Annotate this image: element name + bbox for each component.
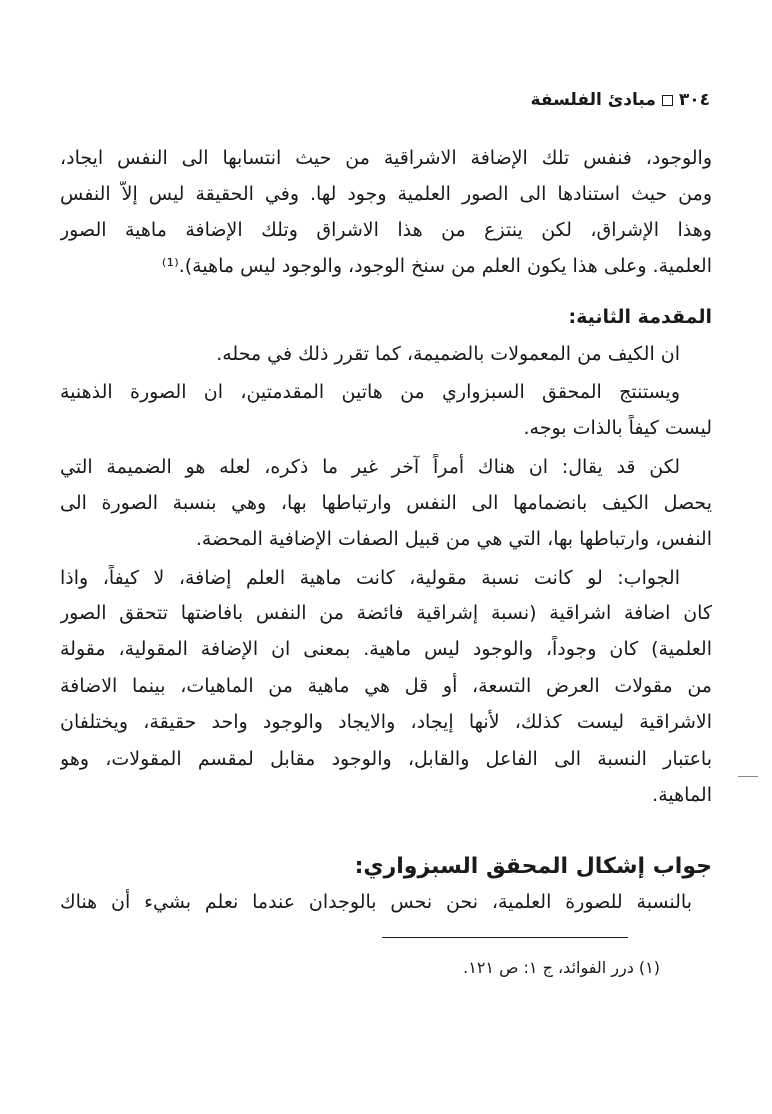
text-line: النفس، وارتباطها بها، التي هي من قبيل الصفات الإضافية المحضة. — [195, 528, 712, 550]
text-line: بالنسبة للصورة العلمية، نحن نحس بالوجدان عندما نعلم بشيء أن هناك — [60, 891, 692, 913]
text-line: ومن حيث استنادها الى الصور العلمية وجود لها. وفي الحقيقة ليس إلاّ النفس — [60, 183, 712, 205]
text-line: باعتبار النسبة الى الفاعل والقابل، والوجود مقابل لمقسم المقولات، وهو — [60, 748, 712, 770]
footnote: (١) درر الفوائد، ج ١: ص ١٢١. — [463, 958, 660, 977]
text-line: والوجود، فنفس تلك الإضافة الاشراقية من حيث انتسابها الى النفس ايجاد، — [60, 147, 712, 169]
text-line: العلمية. وعلى هذا يكون العلم من سنخ الوجود، والوجود ليس ماهية).⁽¹⁾ — [161, 255, 712, 277]
text-line: الجواب: لو كانت نسبة مقولية، كانت ماهية العلم إضافة، لا كيفاً، واذا — [60, 567, 680, 589]
section-heading: المقدمة الثانية: — [568, 306, 712, 328]
text-line: من مقولات العرض التسعة، أو قل هي ماهية من الماهيات، بينما الاضافة — [60, 675, 712, 697]
text-line: الاشراقية ليست كذلك، لأنها إيجاد، والايجاد والوجود واحد حقيقة، ويختلفان — [60, 711, 712, 733]
text-line: يحصل الكيف بانضمامها الى النفس وارتباطها بها، وهي بنسبة الصورة الى — [60, 492, 712, 514]
text-line: وهذا الإشراق، لكن ينتزع من هذا الاشراق وتلك الإضافة ماهية الصور — [60, 219, 712, 241]
page-number: ٣٠٤ — [678, 90, 710, 110]
text-line: كان اضافة اشراقية (نسبة إشراقية فائضة من النفس بافاضتها تتحقق الصور — [60, 602, 712, 624]
section-heading: جواب إشكال المحقق السبزواري: — [354, 854, 712, 879]
text-line: العلمية) كان وجوداً، والوجود ليس ماهية. بمعنى ان الإضافة المقولية، مقولة — [60, 638, 712, 660]
square-outline-icon — [662, 95, 673, 106]
text-line: لكن قد يقال: ان هناك أمراً آخر غير ما ذكره، لعله هو الضميمة التي — [60, 456, 680, 478]
text-line: ويستنتج المحقق السبزواري من هاتين المقدمتين، ان الصورة الذهنية — [60, 381, 680, 403]
footnote-divider — [382, 937, 628, 938]
text-line: ليست كيفاً بالذات بوجه. — [523, 417, 712, 439]
book-title: مبادئ الفلسفة — [530, 90, 656, 110]
page-header — [531, 90, 710, 110]
text-line: ان الكيف من المعمولات بالضميمة، كما تقرر ذلك في محله. — [216, 343, 680, 365]
text-line: الماهية. — [652, 784, 712, 806]
margin-mark — [738, 776, 758, 777]
